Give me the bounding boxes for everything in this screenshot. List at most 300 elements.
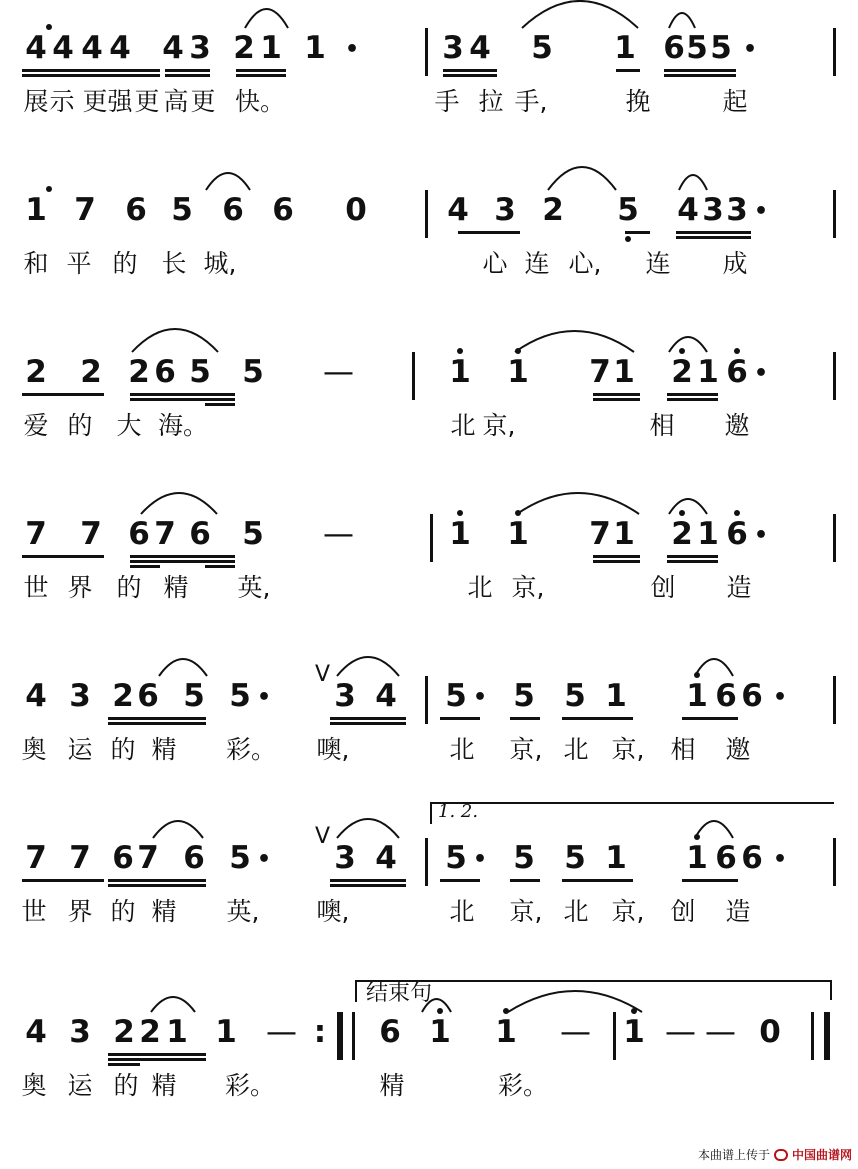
slur-arc [335, 816, 401, 840]
slur-arc [243, 6, 290, 30]
octave-dot [437, 1008, 443, 1014]
beam-underline [108, 1053, 206, 1056]
score-note: 6 [272, 192, 294, 228]
score-note: 7 [589, 516, 611, 552]
lyric-syllable: 相 [649, 411, 675, 440]
score-note: — [560, 1014, 591, 1050]
lyric-syllable: 运 [67, 735, 93, 764]
score-note: 1 [613, 354, 635, 390]
beam-underline [108, 722, 206, 725]
beam-underline [205, 565, 235, 568]
lyric-syllable: 的 [110, 735, 136, 764]
lyric-syllable: 邀 [724, 411, 750, 440]
lyric-syllable: 奥 [21, 735, 47, 764]
score-note: 1 [449, 354, 471, 390]
score-note: 4 [375, 678, 397, 714]
beam-underline [130, 555, 235, 558]
beam-underline [108, 884, 206, 887]
lyric-syllable: 更 [134, 87, 160, 116]
lyric-syllable: 爱 [23, 411, 49, 440]
footer [698, 1146, 852, 1163]
beam-underline [667, 560, 718, 563]
score-note: 0 [759, 1014, 781, 1050]
score-note: • [742, 37, 758, 62]
score-note: 6 [741, 840, 763, 876]
beam-underline [130, 560, 235, 563]
score-note: 6 [379, 1014, 401, 1050]
beam-underline [330, 879, 406, 882]
beam-underline [676, 231, 751, 234]
score-row [0, 514, 858, 664]
beam-underline [108, 1063, 140, 1066]
score-note: 1 [697, 516, 719, 552]
lyric-syllable: 快。 [235, 87, 286, 116]
score-note: 2 [139, 1014, 161, 1050]
lyric-syllable: 京, [611, 735, 645, 764]
lyric-syllable: 精 [151, 735, 177, 764]
slur-arc [667, 334, 709, 354]
score-row [0, 28, 858, 178]
lyric-syllable: 噢, [316, 735, 350, 764]
slur-arc [149, 994, 197, 1014]
beam-underline [667, 398, 718, 401]
score-note: 1 [686, 678, 708, 714]
octave-dot [46, 186, 52, 192]
score-note: — [705, 1014, 736, 1050]
lyric-syllable: 长 [161, 249, 187, 278]
lyric-syllable: 造 [726, 573, 752, 602]
bar-line [425, 190, 428, 238]
score-note: 1 [260, 30, 282, 66]
score-note: — [665, 1014, 696, 1050]
lyric-syllable: 精 [163, 573, 189, 602]
score-note: 6 [715, 840, 737, 876]
score-note: 6 [112, 840, 134, 876]
beam-underline [510, 879, 540, 882]
octave-dot [515, 348, 521, 354]
score-note: 5 [513, 840, 535, 876]
score-note: • [772, 685, 788, 710]
beam-underline [443, 69, 497, 72]
score-note: 5 [564, 678, 586, 714]
slur-arc [515, 490, 641, 516]
beam-underline [108, 879, 206, 882]
score-note: 1 [166, 1014, 188, 1050]
octave-dot [734, 510, 740, 516]
beam-underline [22, 393, 104, 396]
score-note: 5 [445, 678, 467, 714]
beam-underline [165, 74, 210, 77]
lyric-syllable: 更 [190, 87, 216, 116]
score-note: 3 [726, 192, 748, 228]
slur-arc [677, 172, 709, 192]
bar-line [613, 1012, 616, 1060]
lyric-syllable: 奥 [21, 1071, 47, 1100]
lyric-syllable: 北 [467, 573, 493, 602]
volta-label: 1. 2. [438, 801, 479, 822]
octave-dot [457, 348, 463, 354]
beam-underline [667, 393, 718, 396]
score-note: 5 [445, 840, 467, 876]
lyric-syllable: 平 [66, 249, 92, 278]
beam-underline [667, 555, 718, 558]
beam-underline [458, 231, 520, 234]
octave-dot [679, 348, 685, 354]
score-row [0, 352, 858, 502]
beam-underline [593, 393, 640, 396]
beam-underline [330, 717, 406, 720]
score-note: 2 [233, 30, 255, 66]
score-note: 3 [334, 678, 356, 714]
lyric-syllable: 北 [449, 735, 475, 764]
score-note: 5 [564, 840, 586, 876]
score-note: 1 [429, 1014, 451, 1050]
lyric-syllable: 京, [511, 573, 545, 602]
octave-dot [694, 834, 700, 840]
lyric-syllable: 和 [23, 249, 49, 278]
score-note: 1 [215, 1014, 237, 1050]
score-note: 2 [671, 354, 693, 390]
score-note: — [323, 516, 354, 552]
slur-arc [667, 10, 697, 30]
score-note: 5 [229, 678, 251, 714]
score-note: 6 [154, 354, 176, 390]
score-note: • [753, 361, 769, 386]
octave-dot [679, 510, 685, 516]
lyric-syllable: 噢, [316, 897, 350, 926]
octave-dot [694, 672, 700, 678]
score-note: 3 [69, 1014, 91, 1050]
bar-line [811, 1012, 814, 1060]
score-note: • [753, 523, 769, 548]
score-note: — [323, 354, 354, 390]
lyric-syllable: 北 [450, 411, 476, 440]
score-note: 6 [715, 678, 737, 714]
beam-underline [443, 74, 497, 77]
lyric-syllable: 运 [67, 1071, 93, 1100]
breath-mark: V [315, 662, 331, 687]
score-note: 6 [125, 192, 147, 228]
beam-underline [676, 236, 751, 239]
score-note: 1 [25, 192, 47, 228]
beam-underline [330, 884, 406, 887]
score-note: 4 [25, 678, 47, 714]
score-note: 2 [542, 192, 564, 228]
lyric-syllable: 拉 [478, 87, 504, 116]
beam-underline [562, 717, 633, 720]
site-name: 中国曲谱网 [791, 1148, 852, 1162]
lyric-syllable: 邀 [725, 735, 751, 764]
score-note: 4 [25, 30, 47, 66]
lyric-syllable: 彩。 [226, 735, 277, 764]
score-note: 5 [229, 840, 251, 876]
beam-underline [625, 231, 650, 234]
score-note: • [753, 199, 769, 224]
score-note: 5 [242, 516, 264, 552]
beam-underline [682, 717, 738, 720]
bar-line [425, 838, 428, 886]
beam-underline [236, 74, 286, 77]
score-note: 5 [710, 30, 732, 66]
score-note: 7 [80, 516, 102, 552]
slur-arc [157, 656, 209, 678]
lyric-syllable: 京, [509, 735, 543, 764]
score-note: 4 [469, 30, 491, 66]
score-note: • [256, 685, 272, 710]
lyric-syllable: 相 [670, 735, 696, 764]
score-note: 4 [677, 192, 699, 228]
beam-underline [130, 398, 235, 401]
score-note: 1 [495, 1014, 517, 1050]
lyric-syllable: 起 [722, 87, 748, 116]
slur-arc [513, 328, 636, 354]
score-note: 1 [613, 516, 635, 552]
lyric-syllable: 彩。 [225, 1071, 276, 1100]
lyric-syllable: 成 [722, 249, 748, 278]
beam-underline [165, 69, 210, 72]
score-note: 3 [189, 30, 211, 66]
score-row [0, 1012, 858, 1162]
lyric-syllable: 京, [611, 897, 645, 926]
lyric-syllable: 京, [482, 411, 516, 440]
lyric-syllable: 彩。 [498, 1071, 549, 1100]
lyric-syllable: 英, [237, 573, 271, 602]
score-note: 3 [702, 192, 724, 228]
score-note: 3 [442, 30, 464, 66]
lyric-syllable: 北 [449, 897, 475, 926]
octave-dot [625, 236, 631, 242]
score-note: 2 [128, 354, 150, 390]
lyric-syllable: 精 [151, 1071, 177, 1100]
score-note: • [772, 847, 788, 872]
slur-arc [520, 0, 640, 30]
score-note: 0 [345, 192, 367, 228]
octave-dot [46, 24, 52, 30]
score-note: 1 [507, 516, 529, 552]
octave-dot [457, 510, 463, 516]
score-note: 6 [726, 516, 748, 552]
beam-underline [510, 717, 540, 720]
coda-label: 结束句 [366, 981, 433, 1006]
score-note: 4 [25, 1014, 47, 1050]
lyric-syllable: 造 [725, 897, 751, 926]
lyric-syllable: 世 [23, 573, 49, 602]
lyric-syllable: 精 [151, 897, 177, 926]
beam-underline [22, 69, 160, 72]
volta-bracket [430, 802, 834, 824]
breath-mark: V [315, 824, 331, 849]
score-note: 1 [304, 30, 326, 66]
lyric-syllable: 高 [163, 87, 189, 116]
beam-underline [593, 560, 640, 563]
score-note: 5 [513, 678, 535, 714]
beam-underline [593, 398, 640, 401]
score-note: 1 [697, 354, 719, 390]
score-note: 7 [25, 840, 47, 876]
lyric-syllable: 的 [110, 897, 136, 926]
score-note: 6 [222, 192, 244, 228]
lyric-syllable: 的 [67, 411, 93, 440]
score-note: 3 [494, 192, 516, 228]
score-note: 1 [605, 678, 627, 714]
lyric-syllable: 更 [82, 87, 108, 116]
lyric-syllable: 创 [650, 573, 676, 602]
score-row [0, 190, 858, 340]
beam-underline [440, 879, 480, 882]
coda-bracket-end [830, 980, 832, 1000]
slur-arc [151, 818, 205, 840]
lyric-syllable: 创 [670, 897, 696, 926]
score-note: • [472, 847, 488, 872]
bar-line [412, 352, 415, 400]
score-note: 6 [137, 678, 159, 714]
score-note: 2 [112, 678, 134, 714]
score-note: 4 [447, 192, 469, 228]
score-note: 6 [189, 516, 211, 552]
beam-underline [664, 69, 736, 72]
bar-line [425, 676, 428, 724]
slur-arc [335, 654, 401, 678]
lyric-syllable: 的 [113, 1071, 139, 1100]
lyric-syllable: 强 [107, 87, 133, 116]
score-note: 7 [25, 516, 47, 552]
beam-underline [562, 879, 633, 882]
lyric-syllable: 心 [482, 249, 508, 278]
lyric-syllable: 展 [23, 87, 49, 116]
bar-line [425, 28, 428, 76]
score-note: 5 [531, 30, 553, 66]
octave-dot [515, 510, 521, 516]
bar-line [833, 838, 836, 886]
score-note: 5 [171, 192, 193, 228]
lyric-syllable: 京, [509, 897, 543, 926]
lyric-syllable: 的 [116, 573, 142, 602]
score-note: — [266, 1014, 297, 1050]
slur-arc [204, 170, 252, 192]
score-note: 3 [334, 840, 356, 876]
lyric-syllable: 的 [112, 249, 138, 278]
slur-arc [130, 326, 220, 354]
lyric-syllable: 世 [21, 897, 47, 926]
lyric-syllable: 连 [645, 249, 671, 278]
score-note: 5 [617, 192, 639, 228]
lyric-syllable: 界 [67, 573, 93, 602]
score-note: • [472, 685, 488, 710]
beam-underline [108, 717, 206, 720]
octave-dot [631, 1008, 637, 1014]
lyric-syllable: 城, [203, 249, 237, 278]
score-note: 6 [128, 516, 150, 552]
beam-underline [236, 69, 286, 72]
bar-line [337, 1012, 343, 1060]
score-note: 5 [242, 354, 264, 390]
score-note: 4 [52, 30, 74, 66]
beam-underline [205, 403, 235, 406]
lyric-syllable: 精 [379, 1071, 405, 1100]
slur-arc [139, 490, 219, 516]
beam-underline [130, 565, 160, 568]
score-note: 2 [671, 516, 693, 552]
bar-line [833, 190, 836, 238]
lyric-syllable: 连 [524, 249, 550, 278]
beam-underline [616, 69, 640, 72]
lyric-syllable: 大 [116, 411, 142, 440]
beam-underline [593, 555, 640, 558]
lyric-syllable: 北 [563, 897, 589, 926]
score-note: 2 [113, 1014, 135, 1050]
lyric-syllable: 手, [514, 87, 548, 116]
score-note: 4 [109, 30, 131, 66]
beam-underline [108, 1058, 206, 1061]
score-note: 3 [69, 678, 91, 714]
score-note: • [344, 37, 360, 62]
lyric-syllable: 北 [563, 735, 589, 764]
score-note: 1 [623, 1014, 645, 1050]
score-note: 7 [69, 840, 91, 876]
octave-dot [503, 1008, 509, 1014]
lyric-syllable: 手 [434, 87, 460, 116]
score-note: 7 [74, 192, 96, 228]
score-note: 2 [25, 354, 47, 390]
score-note: 1 [507, 354, 529, 390]
bar-line [833, 352, 836, 400]
score-note: 5 [189, 354, 211, 390]
score-note: 6 [183, 840, 205, 876]
score-note: 6 [741, 678, 763, 714]
lyric-syllable: 示 [49, 87, 75, 116]
bar-line [352, 1012, 355, 1060]
score-note: 1 [605, 840, 627, 876]
beam-underline [130, 393, 235, 396]
beam-underline [330, 722, 406, 725]
bar-line [833, 28, 836, 76]
beam-underline [22, 74, 160, 77]
score-note: 7 [154, 516, 176, 552]
lyric-syllable: 心, [568, 249, 602, 278]
beam-underline [664, 74, 736, 77]
score-note: 4 [375, 840, 397, 876]
score-note: 5 [686, 30, 708, 66]
slur-arc [667, 496, 709, 516]
score-note: : [313, 1014, 327, 1050]
bar-line [824, 1012, 830, 1060]
beam-underline [682, 879, 738, 882]
lyric-syllable: 界 [67, 897, 93, 926]
score-note: 7 [137, 840, 159, 876]
slur-arc [546, 164, 618, 192]
score-note: 6 [726, 354, 748, 390]
score-note: 1 [614, 30, 636, 66]
site-logo-icon [774, 1149, 788, 1161]
beam-underline [22, 879, 104, 882]
score-row [0, 824, 858, 988]
lyric-syllable: 海。 [158, 411, 209, 440]
octave-dot [734, 348, 740, 354]
score-note: 5 [183, 678, 205, 714]
score-note: 7 [589, 354, 611, 390]
beam-underline [440, 717, 480, 720]
lyric-syllable: 英, [226, 897, 260, 926]
lyric-syllable: 挽 [625, 87, 651, 116]
beam-underline [22, 555, 104, 558]
bar-line [430, 514, 433, 562]
score-note: 1 [686, 840, 708, 876]
score-note: 1 [449, 516, 471, 552]
score-note: 2 [80, 354, 102, 390]
bar-line [833, 676, 836, 724]
score-note: • [256, 847, 272, 872]
footer-text: 本曲谱上传于 [697, 1148, 770, 1162]
